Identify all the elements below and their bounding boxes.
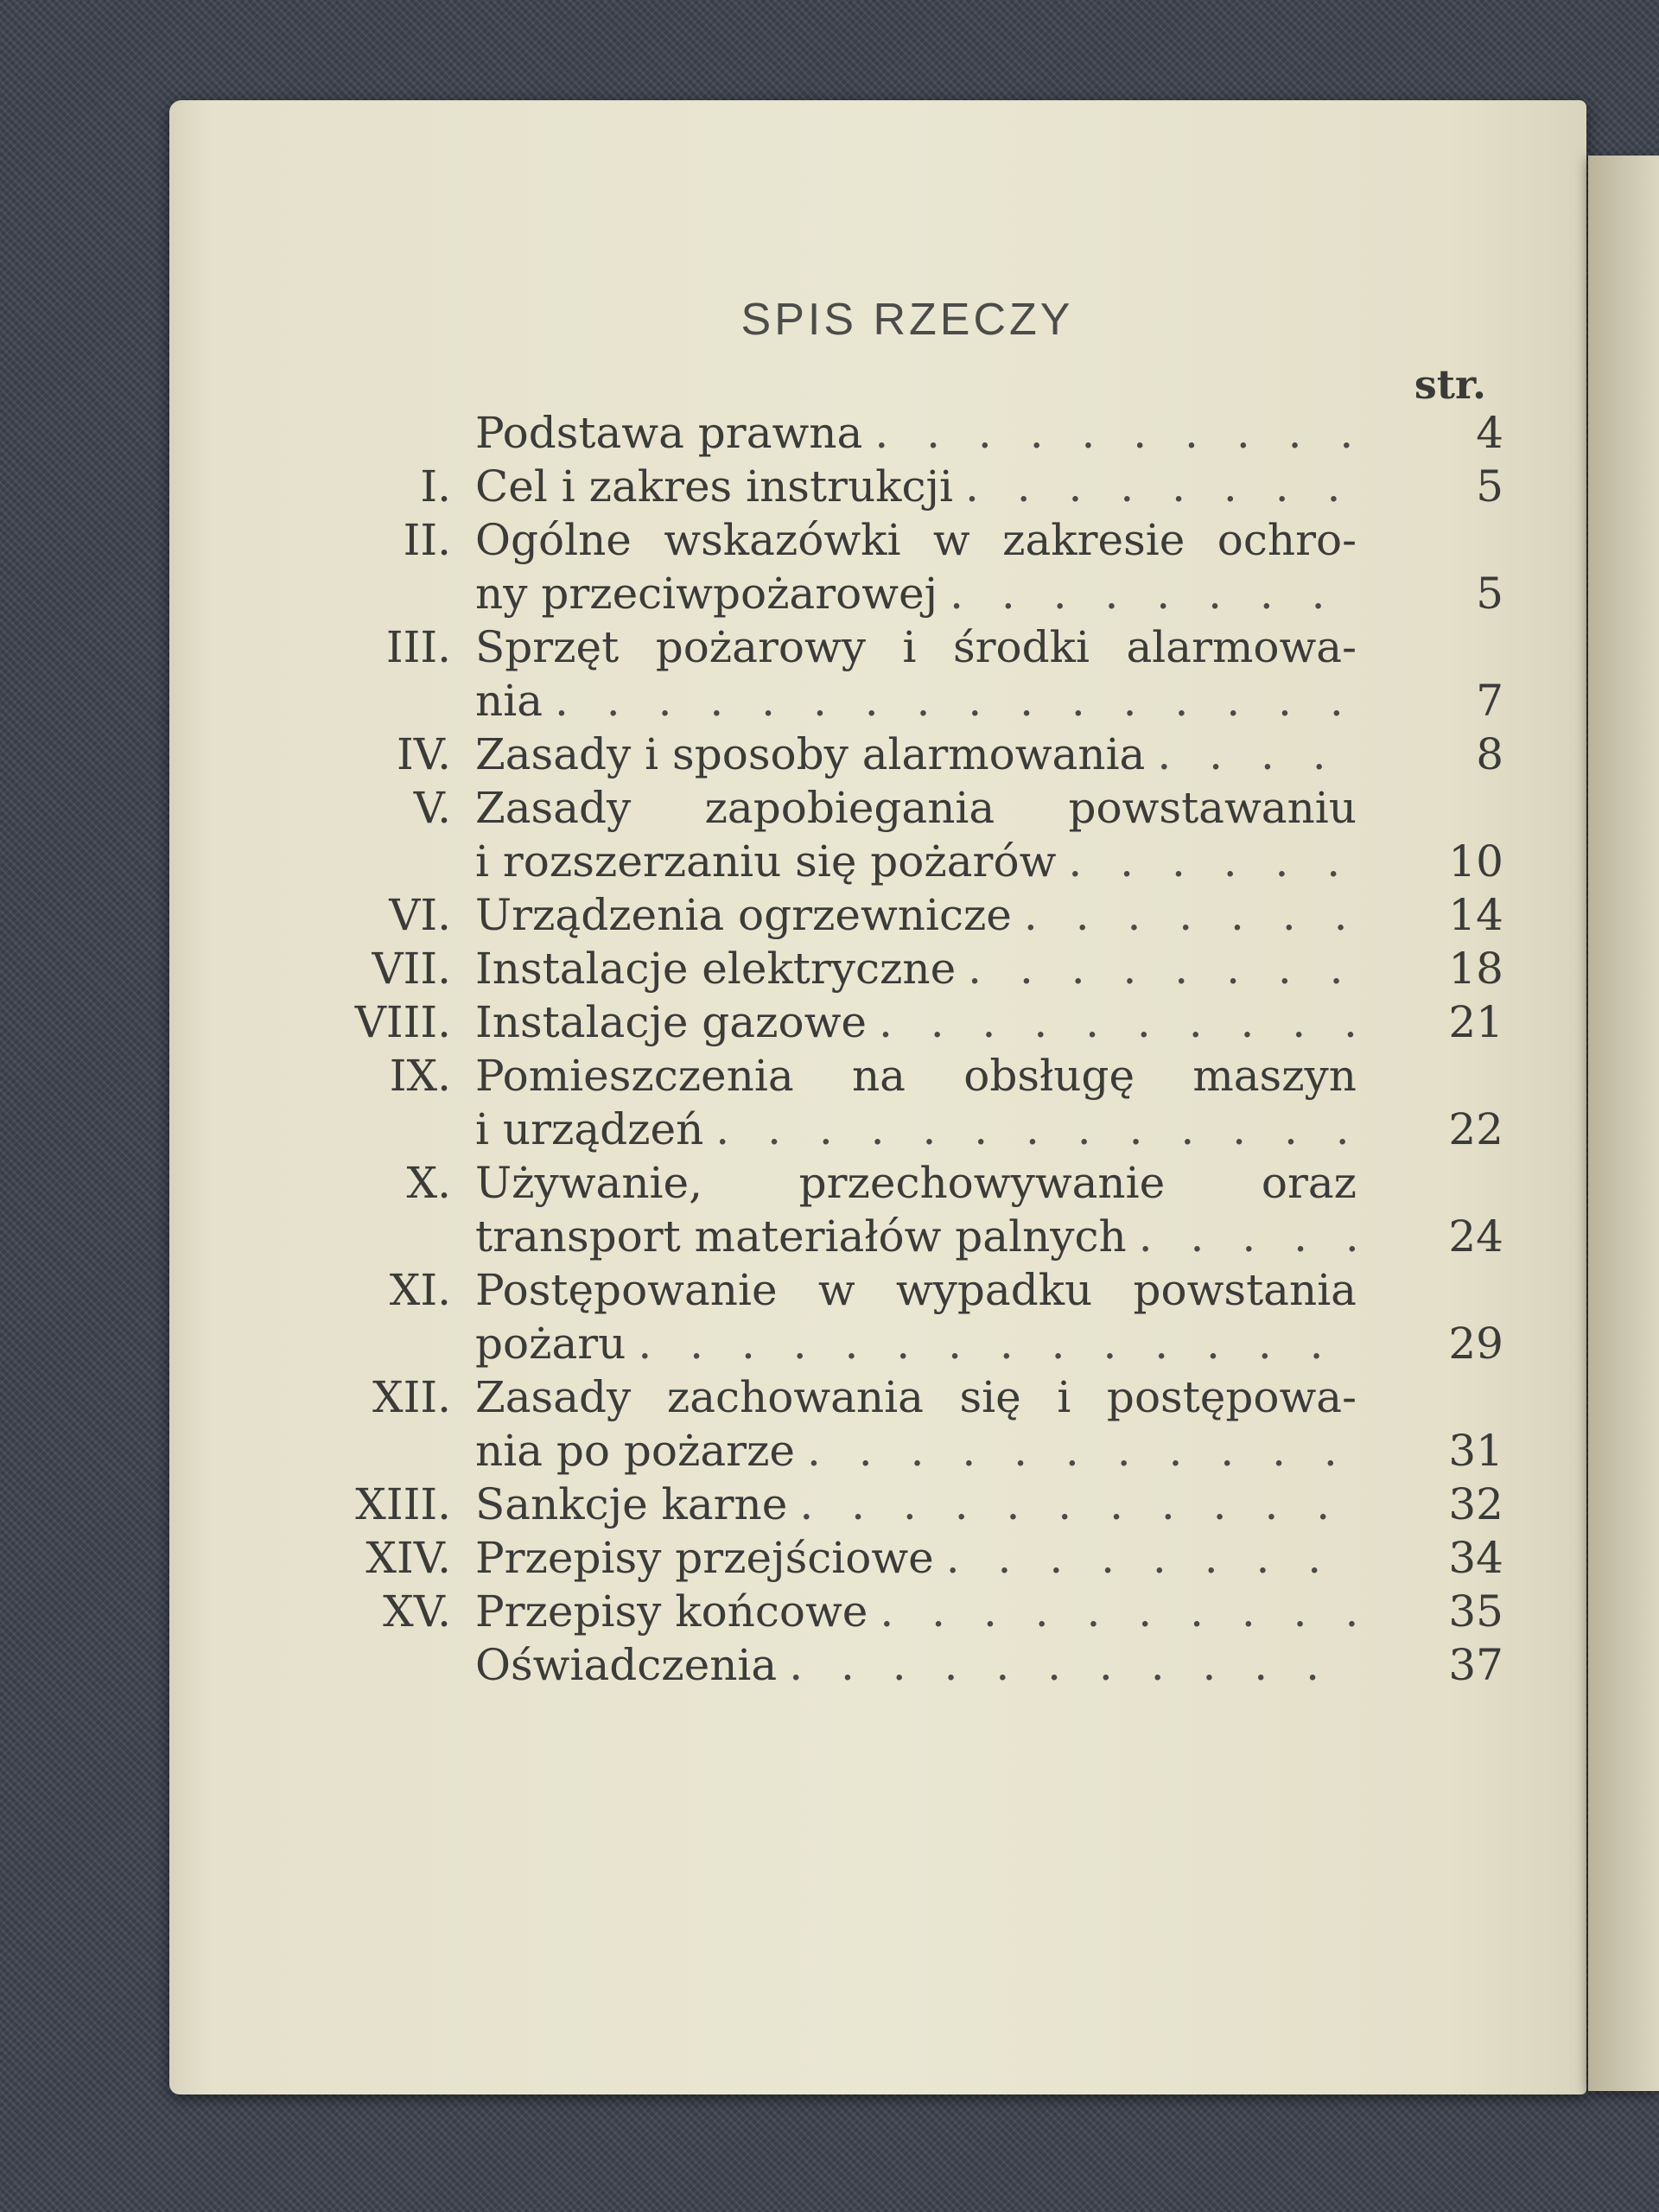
page-number: 14	[1448, 890, 1503, 940]
leader-dots	[938, 567, 1357, 620]
page-number: 32	[1448, 1479, 1503, 1529]
toc-entry	[311, 513, 1503, 620]
leader-dots	[787, 1478, 1357, 1531]
toc-entry	[311, 1049, 1503, 1156]
entry-title-line	[475, 620, 1357, 674]
entry-title-line	[475, 781, 1357, 835]
entry-title-line	[475, 1424, 1357, 1478]
entry-title-text: ny przeciwpożarowej	[475, 569, 938, 619]
leader-dots	[626, 1317, 1357, 1370]
leader-dots	[953, 460, 1357, 513]
entry-title-text: Używanie, przechowywanie oraz	[475, 1158, 1357, 1208]
entry-title-text: Ogólne wskazówki w zakresie ochro-	[475, 515, 1357, 565]
leader-dots	[543, 674, 1357, 728]
page-number: 29	[1448, 1319, 1503, 1369]
entry-title-text: Zasady zapobiegania powstawaniu	[475, 783, 1357, 833]
toc-entry	[311, 620, 1503, 728]
entry-title-line	[475, 1478, 1357, 1531]
entry-title-line	[475, 942, 1357, 995]
entry-title	[475, 1531, 1357, 1585]
entry-title-text: Przepisy końcowe	[475, 1586, 868, 1637]
entry-title-text: Zasady zachowania się i postępowa-	[475, 1372, 1357, 1422]
entry-title-text: Oświadczenia	[475, 1640, 778, 1690]
entry-title-text: Zasady i sposoby alarmowania	[475, 729, 1146, 779]
toc-entry	[311, 1156, 1503, 1263]
leader-dots	[1056, 835, 1357, 888]
toc-entry	[311, 1370, 1503, 1478]
page-title: SPIS RZECZY	[741, 295, 1074, 345]
toc-entry	[311, 1263, 1503, 1370]
chapter-number: XV.	[383, 1586, 451, 1637]
entry-title	[475, 1263, 1357, 1370]
entry-title	[475, 460, 1357, 513]
facing-page-edge	[1588, 156, 1659, 2091]
chapter-number: V.	[413, 783, 451, 833]
entry-title	[475, 1156, 1357, 1263]
table-of-contents	[311, 406, 1503, 1692]
page-number: 22	[1448, 1104, 1503, 1154]
toc-entry	[311, 406, 1503, 460]
entry-title	[475, 406, 1357, 460]
leader-dots	[1127, 1210, 1357, 1263]
entry-title	[475, 781, 1357, 888]
entry-title	[475, 1585, 1357, 1638]
toc-entry	[311, 995, 1503, 1049]
chapter-number: III.	[385, 622, 451, 672]
page-number: 4	[1476, 408, 1503, 458]
entry-title-line	[475, 1210, 1357, 1263]
leader-dots	[1145, 728, 1357, 781]
leader-dots	[777, 1638, 1357, 1692]
entry-title-line	[475, 1585, 1357, 1638]
chapter-number: IX.	[389, 1051, 451, 1101]
toc-entry	[311, 1585, 1503, 1638]
toc-entry	[311, 888, 1503, 942]
chapter-number: XIII.	[355, 1479, 451, 1529]
page-number: 34	[1448, 1533, 1503, 1583]
entry-title-line	[475, 1049, 1357, 1103]
entry-title-text: Pomieszczenia na obsługę maszyn	[475, 1051, 1357, 1101]
chapter-number: XI.	[389, 1265, 451, 1315]
entry-title-text: Urządzenia ogrzewnicze	[475, 890, 1012, 940]
entry-title	[475, 1370, 1357, 1478]
page-column-label: str.	[1414, 361, 1486, 408]
entry-title	[475, 1478, 1357, 1531]
entry-title-line	[475, 674, 1357, 728]
entry-title	[475, 1049, 1357, 1156]
leader-dots	[862, 406, 1357, 460]
entry-title	[475, 620, 1357, 728]
entry-title-text: nia po pożarze	[475, 1426, 795, 1476]
chapter-number: VI.	[389, 890, 451, 940]
entry-title-line	[475, 1156, 1357, 1210]
entry-title-text: Instalacje gazowe	[475, 997, 867, 1047]
page-number: 31	[1448, 1426, 1503, 1476]
toc-entry	[311, 942, 1503, 995]
entry-title	[475, 942, 1357, 995]
entry-title	[475, 995, 1357, 1049]
leader-dots	[934, 1531, 1357, 1585]
page-number: 5	[1476, 461, 1503, 512]
entry-title-line	[475, 995, 1357, 1049]
entry-title-text: Postępowanie w wypadku powstania	[475, 1265, 1357, 1315]
entry-title-line	[475, 513, 1357, 567]
chapter-number: VII.	[372, 944, 451, 994]
page-number: 5	[1476, 569, 1503, 619]
entry-title-line	[475, 1370, 1357, 1424]
page-number: 21	[1448, 997, 1503, 1047]
entry-title-line	[475, 1638, 1357, 1692]
entry-title-line	[475, 460, 1357, 513]
entry-title-line	[475, 1263, 1357, 1317]
page-number: 35	[1448, 1586, 1503, 1637]
toc-entry	[311, 781, 1503, 888]
entry-title-line	[475, 1103, 1357, 1156]
entry-title-line	[475, 1531, 1357, 1585]
entry-title	[475, 513, 1357, 620]
entry-title-line	[475, 567, 1357, 620]
leader-dots	[867, 995, 1357, 1049]
page-number: 8	[1476, 729, 1503, 779]
entry-title-line	[475, 728, 1357, 781]
entry-title-text: pożaru	[475, 1319, 626, 1369]
entry-title-text: Przepisy przejściowe	[475, 1533, 934, 1583]
entry-title-text: i rozszerzaniu się pożarów	[475, 836, 1057, 887]
toc-entry	[311, 1531, 1503, 1585]
page-number: 7	[1476, 676, 1503, 726]
entry-title-text: Podstawa prawna	[475, 408, 863, 458]
entry-title-text: i urządzeń	[475, 1104, 704, 1154]
chapter-number: I.	[420, 461, 451, 512]
page-number: 10	[1448, 836, 1503, 887]
entry-title-line	[475, 1317, 1357, 1370]
chapter-number: IV.	[396, 729, 451, 779]
chapter-number: XII.	[372, 1372, 451, 1422]
toc-entry	[311, 728, 1503, 781]
entry-title-text: transport materiałów palnych	[475, 1211, 1127, 1262]
entry-title-line	[475, 835, 1357, 888]
toc-entry	[311, 460, 1503, 513]
toc-entry	[311, 1478, 1503, 1531]
leader-dots	[956, 942, 1357, 995]
entry-title-text: Sankcje karne	[475, 1479, 788, 1529]
entry-title-text: Instalacje elektryczne	[475, 944, 957, 994]
entry-title-line	[475, 888, 1357, 942]
toc-entry	[311, 1638, 1503, 1692]
entry-title-text: Cel i zakres instrukcji	[475, 461, 953, 512]
entry-title-text: Sprzęt pożarowy i środki alarmowa-	[475, 622, 1357, 672]
entry-title	[475, 888, 1357, 942]
chapter-number: X.	[406, 1158, 451, 1208]
entry-title	[475, 1638, 1357, 1692]
entry-title-line	[475, 406, 1357, 460]
entry-title	[475, 728, 1357, 781]
chapter-number: II.	[403, 515, 451, 565]
leader-dots	[1012, 888, 1357, 942]
page-number: 18	[1448, 944, 1503, 994]
leader-dots	[703, 1103, 1357, 1156]
page-number: 37	[1448, 1640, 1503, 1690]
chapter-number: VIII.	[354, 997, 451, 1047]
entry-title-text: nia	[475, 676, 543, 726]
chapter-number: XIV.	[365, 1533, 451, 1583]
page-number: 24	[1448, 1211, 1503, 1262]
leader-dots	[795, 1424, 1357, 1478]
leader-dots	[868, 1585, 1357, 1638]
